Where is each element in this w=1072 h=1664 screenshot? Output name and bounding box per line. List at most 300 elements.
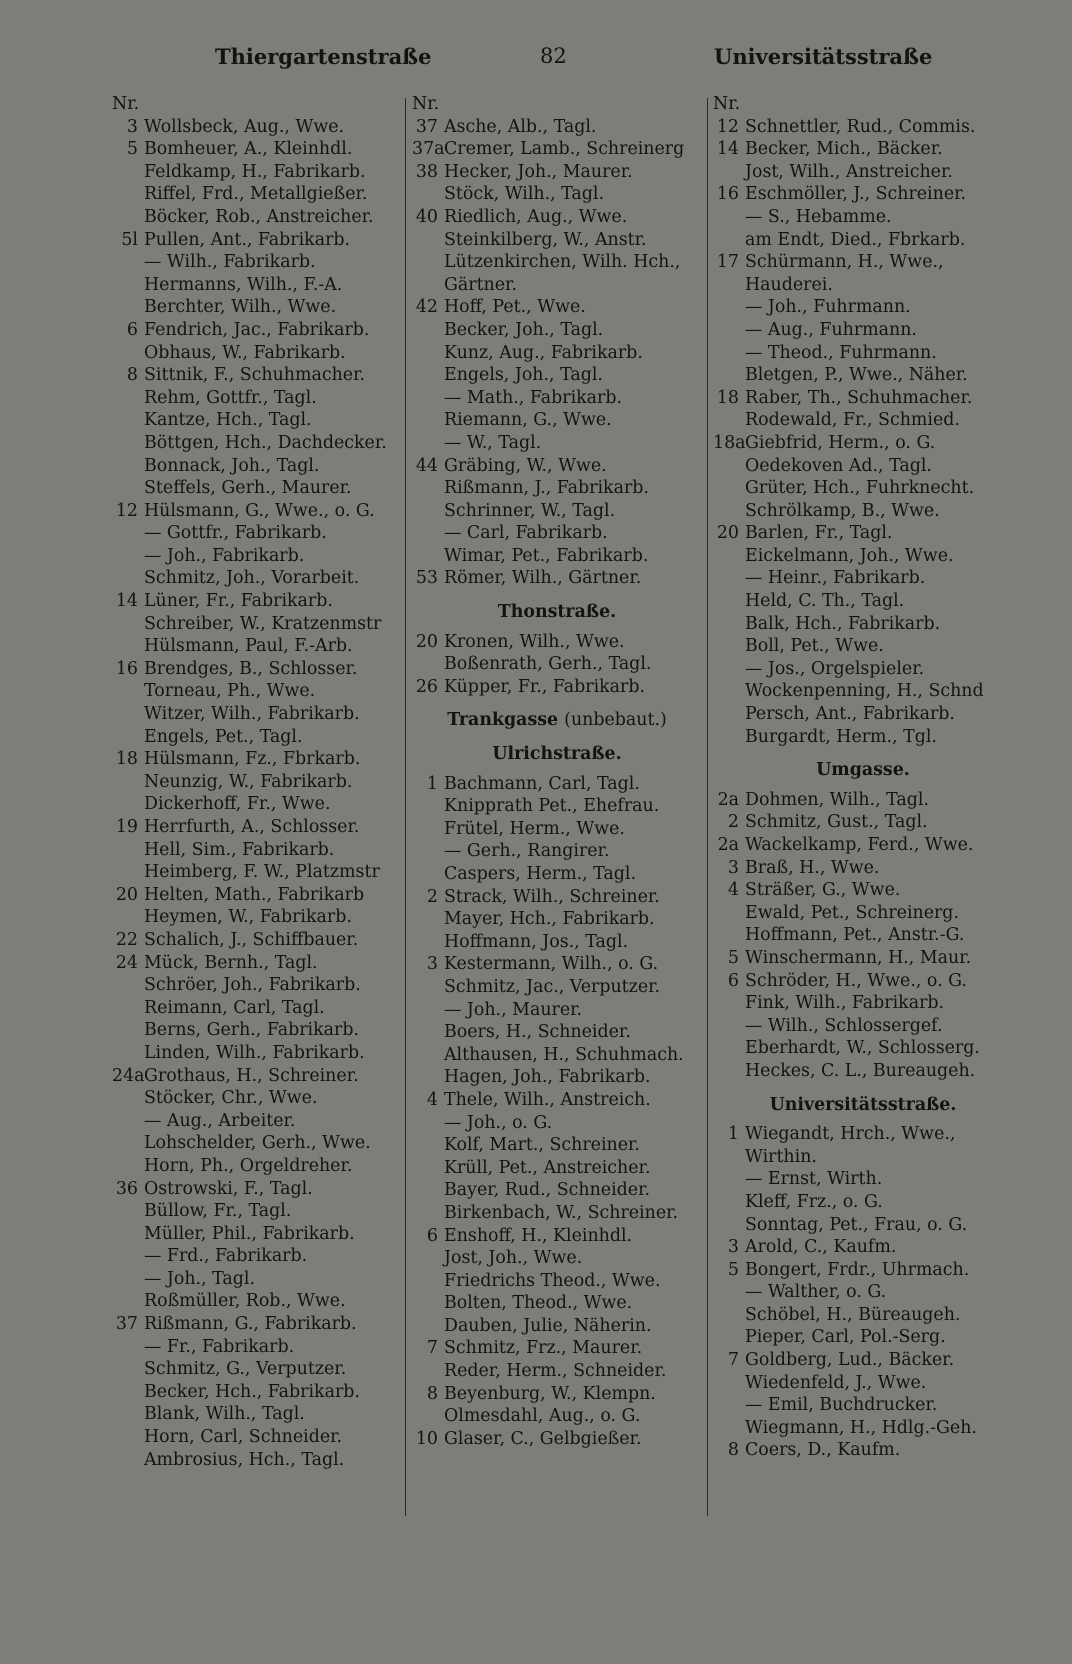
resident-text: Hülsmann, Fz., Fbrkarb. bbox=[144, 749, 361, 770]
resident-text: Asche, Alb., Tagl. bbox=[444, 116, 597, 137]
directory-entry bbox=[713, 455, 1013, 478]
house-number: 3 bbox=[727, 1237, 739, 1258]
resident-text: Jost, Joh., Wwe. bbox=[444, 1248, 583, 1269]
resident-text: Berchter, Wilh., Wwe. bbox=[144, 297, 337, 318]
resident-text: Bletgen, P., Wwe., Näher. bbox=[745, 365, 968, 386]
resident-text: Held, C. Th., Tagl. bbox=[745, 591, 905, 612]
directory-entry bbox=[112, 884, 412, 907]
resident-text: Rißmann, G., Fabrikarb. bbox=[144, 1314, 357, 1335]
resident-text: Becker, Joh., Tagl. bbox=[444, 319, 604, 340]
resident-text: Schrinner, W., Tagl. bbox=[444, 500, 616, 521]
resident-text: Hoff, Pet., Wwe. bbox=[444, 297, 586, 318]
resident-text: Riedlich, Aug., Wwe. bbox=[444, 206, 628, 227]
resident-text: Kestermann, Wilh., o. G. bbox=[444, 954, 659, 975]
directory-entry bbox=[713, 251, 1013, 274]
directory-entry bbox=[112, 680, 412, 703]
directory-entry bbox=[713, 319, 1013, 342]
directory-entry bbox=[713, 432, 1013, 455]
directory-entry bbox=[412, 1337, 702, 1360]
house-number: 6 bbox=[126, 319, 138, 340]
directory-entry bbox=[412, 387, 702, 410]
directory-entry bbox=[112, 1110, 412, 1133]
directory-entry bbox=[412, 886, 702, 909]
resident-text: Sittnik, F., Schuhmacher. bbox=[144, 365, 366, 386]
resident-text: Friedrichs Theod., Wwe. bbox=[444, 1270, 661, 1291]
directory-entry bbox=[412, 432, 702, 455]
directory-entry bbox=[412, 1066, 702, 1089]
directory-entry bbox=[713, 811, 1013, 834]
resident-text: Engels, Joh., Tagl. bbox=[444, 365, 603, 386]
directory-entry bbox=[112, 771, 412, 794]
house-number: 2a bbox=[717, 789, 739, 810]
directory-entry bbox=[112, 342, 412, 365]
resident-text: — Walther, o. G. bbox=[745, 1282, 887, 1303]
resident-text: Nr. bbox=[412, 94, 440, 114]
directory-entry bbox=[713, 1214, 1013, 1237]
directory-entry bbox=[412, 296, 702, 319]
directory-entry bbox=[112, 455, 412, 478]
resident-text: — Wilh., Schlossergef. bbox=[745, 1015, 943, 1036]
house-number: 22 bbox=[115, 929, 138, 950]
directory-entry bbox=[112, 929, 412, 952]
directory-entry bbox=[112, 364, 412, 387]
page-number: 82 bbox=[540, 44, 567, 68]
house-number: 20 bbox=[716, 523, 739, 544]
directory-entry bbox=[713, 1168, 1013, 1191]
directory-entry bbox=[112, 1223, 412, 1246]
directory-entry bbox=[412, 676, 702, 699]
directory-entry bbox=[713, 1146, 1013, 1169]
resident-text: Hülsmann, G., Wwe., o. G. bbox=[144, 500, 375, 521]
resident-text: Hagen, Joh., Fabrikarb. bbox=[444, 1067, 651, 1088]
directory-entry bbox=[412, 274, 702, 297]
resident-text: — Joh., Fabrikarb. bbox=[144, 545, 305, 566]
resident-text: Beyenburg, W., Klempn. bbox=[444, 1383, 656, 1404]
resident-text: Giebfrid, Herm., o. G. bbox=[745, 432, 936, 453]
directory-entry bbox=[713, 522, 1013, 545]
resident-text: Lüner, Fr., Fabrikarb. bbox=[144, 591, 333, 612]
directory-entry bbox=[713, 387, 1013, 410]
resident-text: Horn, Ph., Orgeldreher. bbox=[144, 1155, 353, 1176]
resident-text: Hoffmann, Jos., Tagl. bbox=[444, 931, 629, 952]
resident-text: Wollsbeck, Aug., Wwe. bbox=[144, 116, 345, 137]
directory-entry bbox=[112, 974, 412, 997]
house-number: 24 bbox=[115, 952, 138, 973]
house-number: 4 bbox=[426, 1089, 438, 1110]
resident-text: Bomheuer, A., Kleinhdl. bbox=[144, 139, 353, 160]
house-number: 2a bbox=[717, 835, 739, 855]
house-number: 36 bbox=[115, 1178, 138, 1199]
resident-text: Lützenkirchen, Wilh. Hch., bbox=[444, 252, 681, 273]
running-head-left: Thiergartenstraße bbox=[215, 44, 432, 69]
resident-text: Büllow, Fr., Tagl. bbox=[144, 1201, 292, 1222]
resident-text: Heckes, C. L., Bureaugeh. bbox=[745, 1060, 976, 1081]
column-nr-label bbox=[412, 93, 702, 116]
resident-text: Pieper, Carl, Pol.-Serg. bbox=[745, 1327, 946, 1348]
directory-entry bbox=[112, 477, 412, 500]
resident-text: Berns, Gerh., Fabrikarb. bbox=[144, 1020, 359, 1041]
column-nr-label bbox=[112, 93, 412, 116]
directory-entry bbox=[713, 834, 1013, 857]
resident-text: Barlen, Fr., Tagl. bbox=[745, 523, 893, 544]
directory-entry bbox=[412, 1270, 702, 1293]
directory-entry bbox=[713, 924, 1013, 947]
resident-text: Roßmüller, Rob., Wwe. bbox=[144, 1291, 346, 1312]
resident-text: Rodewald, Fr., Schmied. bbox=[745, 410, 960, 431]
column-nr-label bbox=[713, 93, 1013, 116]
directory-entry bbox=[112, 1245, 412, 1268]
directory-entry bbox=[112, 703, 412, 726]
resident-text: — Emil, Buchdrucker. bbox=[745, 1395, 938, 1416]
house-number: 2 bbox=[426, 886, 438, 907]
directory-entry bbox=[112, 206, 412, 229]
directory-entry bbox=[412, 138, 702, 161]
directory-entry bbox=[112, 952, 412, 975]
resident-text: Becker, Hch., Fabrikarb. bbox=[144, 1381, 360, 1402]
directory-entry bbox=[412, 1179, 702, 1202]
directory-entry bbox=[713, 902, 1013, 925]
house-number: 17 bbox=[716, 252, 739, 273]
directory-entry bbox=[112, 183, 412, 206]
resident-text: Bayer, Rud., Schneider. bbox=[444, 1180, 650, 1201]
house-number: 1 bbox=[727, 1124, 739, 1145]
directory-entry bbox=[713, 879, 1013, 902]
directory-entry bbox=[713, 635, 1013, 658]
resident-text: Heymen, W., Fabrikarb. bbox=[144, 907, 352, 928]
directory-entry bbox=[412, 1112, 702, 1135]
directory-entry bbox=[412, 319, 702, 342]
house-number: 5l bbox=[121, 229, 138, 250]
resident-text: Balk, Hch., Fabrikarb. bbox=[745, 613, 941, 634]
house-number: 53 bbox=[415, 568, 438, 589]
resident-text: Becker, Mich., Bäcker. bbox=[745, 139, 943, 160]
resident-text: Reder, Herm., Schneider. bbox=[444, 1361, 667, 1382]
house-number: 6 bbox=[727, 970, 739, 991]
directory-entry bbox=[412, 251, 702, 274]
directory-entry bbox=[713, 658, 1013, 681]
directory-entry bbox=[112, 906, 412, 929]
street-heading-text: Umgasse. bbox=[816, 760, 910, 781]
resident-text: Boers, H., Schneider. bbox=[444, 1022, 631, 1043]
house-number: 37a bbox=[412, 139, 445, 160]
house-number: 16 bbox=[716, 184, 739, 205]
directory-entry bbox=[412, 863, 702, 886]
street-heading-text: Trankgasse bbox=[447, 710, 559, 731]
resident-text: Grüter, Hch., Fuhrknecht. bbox=[745, 478, 975, 499]
resident-text: Engels, Pet., Tagl. bbox=[144, 726, 303, 747]
resident-text: Kunz, Aug., Fabrikarb. bbox=[444, 342, 643, 363]
resident-text: Eschmöller, J., Schreiner. bbox=[745, 184, 967, 205]
directory-entry bbox=[112, 387, 412, 410]
resident-text: Schmitz, Frz., Maurer. bbox=[444, 1338, 643, 1359]
resident-text: Sonntag, Pet., Frau, o. G. bbox=[745, 1214, 968, 1235]
directory-entry bbox=[412, 773, 702, 796]
directory-entry bbox=[112, 251, 412, 274]
directory-entry bbox=[112, 839, 412, 862]
directory-entry bbox=[412, 840, 702, 863]
directory-entry bbox=[112, 138, 412, 161]
directory-entry bbox=[412, 522, 702, 545]
resident-text: Schmitz, Gust., Tagl. bbox=[745, 812, 928, 833]
directory-entry bbox=[713, 183, 1013, 206]
resident-text: Torneau, Ph., Wwe. bbox=[144, 681, 316, 702]
directory-entry bbox=[412, 795, 702, 818]
house-number: 8 bbox=[727, 1440, 739, 1461]
resident-text: Küpper, Fr., Fabrikarb. bbox=[444, 676, 646, 697]
house-number: 7 bbox=[727, 1350, 739, 1371]
resident-text: Burgardt, Herm., Tgl. bbox=[745, 726, 937, 747]
resident-text: Wackelkamp, Ferd., Wwe. bbox=[745, 835, 974, 855]
resident-text: Böcker, Rob., Anstreicher. bbox=[144, 206, 374, 227]
directory-entry bbox=[112, 1065, 412, 1088]
directory-entry bbox=[412, 116, 702, 139]
directory-entry bbox=[112, 161, 412, 184]
resident-text: Wiegmann, H., Hdlg.-Geh. bbox=[745, 1417, 977, 1438]
resident-text: Kantze, Hch., Tagl. bbox=[144, 410, 312, 431]
resident-text: Schmitz, Jac., Verputzer. bbox=[444, 976, 661, 997]
house-number: 3 bbox=[426, 954, 438, 975]
directory-entry bbox=[112, 793, 412, 816]
resident-text: — Jos., Orgelspieler. bbox=[745, 658, 925, 679]
directory-entry bbox=[112, 500, 412, 523]
house-number: 12 bbox=[716, 116, 739, 137]
resident-text: — Carl, Fabrikarb. bbox=[444, 523, 608, 544]
house-number: 2 bbox=[727, 812, 739, 833]
directory-entry bbox=[713, 1060, 1013, 1083]
resident-text: am Endt, Died., Fbrkarb. bbox=[745, 229, 966, 250]
directory-entry bbox=[112, 1358, 412, 1381]
running-head-right: Universitätsstraße bbox=[714, 44, 933, 69]
house-number: 26 bbox=[415, 676, 438, 697]
resident-text: Helten, Math., Fabrikarb bbox=[144, 884, 365, 905]
resident-text: Reimann, Carl, Tagl. bbox=[144, 997, 325, 1018]
directory-column-1 bbox=[112, 93, 412, 1471]
directory-entry bbox=[412, 818, 702, 841]
resident-text: Hülsmann, Paul, F.-Arb. bbox=[144, 636, 353, 657]
resident-text: Bachmann, Carl, Tagl. bbox=[444, 773, 640, 794]
resident-text: Goldberg, Lud., Bäcker. bbox=[745, 1350, 955, 1371]
directory-entry bbox=[112, 635, 412, 658]
directory-entry bbox=[112, 432, 412, 455]
resident-text: Boßenrath, Gerh., Tagl. bbox=[444, 654, 652, 675]
resident-text: Schröder, H., Wwe., o. G. bbox=[745, 970, 967, 991]
house-number: 38 bbox=[415, 161, 438, 182]
resident-text: — Joh., Fuhrmann. bbox=[745, 297, 911, 318]
directory-entry bbox=[713, 1372, 1013, 1395]
resident-text: Böttgen, Hch., Dachdecker. bbox=[144, 432, 387, 453]
house-number: 42 bbox=[415, 297, 438, 318]
directory-entry bbox=[112, 1087, 412, 1110]
directory-entry bbox=[412, 1315, 702, 1338]
directory-entry bbox=[412, 1292, 702, 1315]
directory-entry bbox=[713, 296, 1013, 319]
resident-text: Hauderei. bbox=[745, 274, 833, 295]
resident-text: Linden, Wilh., Fabrikarb. bbox=[144, 1042, 365, 1063]
directory-entry bbox=[112, 726, 412, 749]
resident-text: Schrölkamp, B., Wwe. bbox=[745, 500, 940, 521]
resident-text: Hoffmann, Pet., Anstr.-G. bbox=[745, 925, 965, 946]
resident-text: Schmitz, Joh., Vorarbeit. bbox=[144, 568, 360, 589]
street-heading bbox=[713, 1094, 1013, 1117]
resident-text: Müller, Phil., Fabrikarb. bbox=[144, 1223, 355, 1244]
resident-text: Wockenpenning, H., Schnd bbox=[745, 681, 984, 702]
house-number: 12 bbox=[115, 500, 138, 521]
resident-text: — Theod., Fuhrmann. bbox=[745, 342, 937, 363]
directory-entry bbox=[112, 861, 412, 884]
directory-entry bbox=[713, 680, 1013, 703]
directory-entry bbox=[112, 409, 412, 432]
directory-entry bbox=[112, 1403, 412, 1426]
street-heading-text: Thonstraße. bbox=[497, 602, 617, 623]
resident-text: Bongert, Frdr., Uhrmach. bbox=[745, 1259, 970, 1280]
resident-text: Feldkamp, H., Fabrikarb. bbox=[144, 161, 366, 182]
street-heading bbox=[412, 601, 702, 624]
directory-entry bbox=[412, 1383, 702, 1406]
resident-text: Stöck, Wilh., Tagl. bbox=[444, 184, 605, 205]
house-number: 19 bbox=[115, 817, 138, 837]
directory-entry bbox=[713, 409, 1013, 432]
directory-entry bbox=[713, 342, 1013, 365]
resident-text: Nr. bbox=[713, 94, 741, 114]
resident-text: Schnettler, Rud., Commis. bbox=[745, 116, 976, 137]
directory-entry bbox=[713, 613, 1013, 636]
resident-text: — Gerh., Rangirer. bbox=[444, 841, 610, 862]
resident-text: Witzer, Wilh., Fabrikarb. bbox=[144, 704, 360, 725]
directory-entry bbox=[713, 1439, 1013, 1462]
directory-entry bbox=[412, 1089, 702, 1112]
column-rule-2 bbox=[707, 98, 708, 1516]
directory-entry bbox=[713, 567, 1013, 590]
directory-entry bbox=[713, 1123, 1013, 1146]
resident-text: Bonnack, Joh., Tagl. bbox=[144, 455, 320, 476]
directory-entry bbox=[112, 274, 412, 297]
resident-text: Rißmann, J., Fabrikarb. bbox=[444, 478, 649, 499]
resident-text: Olmesdahl, Aug., o. G. bbox=[444, 1406, 641, 1427]
resident-text: — Gottfr., Fabrikarb. bbox=[144, 523, 327, 544]
street-heading bbox=[412, 743, 702, 766]
resident-text: Ostrowski, F., Tagl. bbox=[144, 1178, 313, 1199]
directory-entry bbox=[412, 229, 702, 252]
resident-text: Steinkilberg, W., Anstr. bbox=[444, 229, 647, 250]
house-number: 37 bbox=[115, 1314, 138, 1335]
resident-text: Ewald, Pet., Schreinerg. bbox=[745, 902, 959, 923]
resident-text: Thele, Wilh., Anstreich. bbox=[444, 1089, 651, 1110]
resident-text: Jost, Wilh., Anstreicher. bbox=[745, 161, 953, 182]
resident-text: Nr. bbox=[112, 94, 140, 114]
resident-text: Caspers, Herm., Tagl. bbox=[444, 864, 637, 884]
resident-text: Strack, Wilh., Schreiner. bbox=[444, 886, 660, 907]
directory-entry bbox=[713, 1236, 1013, 1259]
directory-entry bbox=[412, 653, 702, 676]
directory-entry bbox=[713, 1191, 1013, 1214]
resident-text: Hell, Sim., Fabrikarb. bbox=[144, 839, 335, 860]
resident-text: Arold, C., Kaufm. bbox=[745, 1237, 897, 1258]
resident-text: Hecker, Joh., Maurer. bbox=[444, 161, 633, 182]
house-number: 18 bbox=[716, 387, 739, 408]
directory-entry bbox=[112, 545, 412, 568]
resident-text: Römer, Wilh., Gärtner. bbox=[444, 568, 642, 589]
directory-entry bbox=[713, 138, 1013, 161]
resident-text: Kronen, Wilh., Wwe. bbox=[444, 631, 625, 652]
house-number: 6 bbox=[426, 1225, 438, 1246]
directory-entry bbox=[412, 908, 702, 931]
resident-text: — Aug., Arbeiter. bbox=[144, 1110, 296, 1131]
directory-entry bbox=[412, 364, 702, 387]
resident-text: Wirthin. bbox=[745, 1146, 817, 1167]
resident-text: Fendrich, Jac., Fabrikarb. bbox=[144, 319, 370, 340]
resident-text: Stöcker, Chr., Wwe. bbox=[144, 1088, 318, 1109]
resident-text: Kolf, Mart., Schreiner. bbox=[444, 1135, 640, 1156]
directory-entry bbox=[713, 1304, 1013, 1327]
house-number: 18 bbox=[115, 749, 138, 770]
directory-entry bbox=[112, 748, 412, 771]
resident-text: Schöbel, H., Büreaugeh. bbox=[745, 1304, 961, 1325]
house-number: 3 bbox=[727, 857, 739, 878]
directory-entry bbox=[112, 1381, 412, 1404]
resident-text: Coers, D., Kaufm. bbox=[745, 1440, 901, 1461]
directory-entry bbox=[112, 1178, 412, 1201]
directory-entry bbox=[412, 631, 702, 654]
directory-entry bbox=[112, 116, 412, 139]
house-number: 37 bbox=[415, 116, 438, 137]
resident-text: Schürmann, H., Wwe., bbox=[745, 252, 944, 273]
resident-text: Schreiber, W., Kratzenmstr bbox=[144, 613, 382, 634]
directory-entry bbox=[713, 161, 1013, 184]
house-number: 5 bbox=[727, 947, 739, 968]
directory-entry bbox=[112, 1336, 412, 1359]
directory-entry bbox=[713, 477, 1013, 500]
directory-entry bbox=[112, 522, 412, 545]
resident-text: Braß, H., Wwe. bbox=[745, 857, 880, 878]
street-heading-note: (unbebaut.) bbox=[564, 710, 667, 731]
directory-entry bbox=[412, 477, 702, 500]
resident-text: Riemann, G., Wwe. bbox=[444, 410, 612, 431]
directory-entry bbox=[412, 1044, 702, 1067]
directory-entry bbox=[713, 1394, 1013, 1417]
resident-text: — Ernst, Wirth. bbox=[745, 1169, 883, 1190]
resident-text: Eberhardt, W., Schlosserg. bbox=[745, 1038, 980, 1059]
resident-text: — Math., Fabrikarb. bbox=[444, 387, 623, 408]
resident-text: Fink, Wilh., Fabrikarb. bbox=[745, 993, 945, 1014]
resident-text: Frütel, Herm., Wwe. bbox=[444, 818, 625, 839]
directory-entry bbox=[713, 947, 1013, 970]
resident-text: — S., Hebamme. bbox=[745, 206, 892, 227]
directory-entry bbox=[412, 1202, 702, 1225]
directory-entry bbox=[412, 567, 702, 590]
directory-entry bbox=[112, 1426, 412, 1449]
directory-entry bbox=[713, 1259, 1013, 1282]
resident-text: Heimberg, F. W., Platzmstr bbox=[144, 862, 380, 883]
resident-text: Bolten, Theod., Wwe. bbox=[444, 1293, 633, 1314]
house-number: 10 bbox=[415, 1428, 438, 1449]
resident-text: — Aug., Fuhrmann. bbox=[745, 319, 917, 340]
resident-text: Althausen, H., Schuhmach. bbox=[444, 1044, 684, 1065]
directory-entry bbox=[112, 319, 412, 342]
directory-entry bbox=[112, 1200, 412, 1223]
directory-entry bbox=[713, 1281, 1013, 1304]
directory-entry bbox=[112, 1155, 412, 1178]
directory-entry bbox=[412, 161, 702, 184]
resident-text: Boll, Pet., Wwe. bbox=[745, 636, 884, 657]
street-heading bbox=[713, 759, 1013, 782]
resident-text: — W., Tagl. bbox=[444, 432, 542, 453]
house-number: 5 bbox=[126, 139, 138, 160]
resident-text: Oedekoven Ad., Tagl. bbox=[745, 455, 932, 476]
resident-text: — Joh., Maurer. bbox=[444, 999, 583, 1020]
resident-text: Grothaus, H., Schreiner. bbox=[144, 1065, 359, 1086]
resident-text: Kleff, Frz., o. G. bbox=[745, 1191, 883, 1212]
resident-text: Wiedenfeld, J., Wwe. bbox=[745, 1372, 927, 1393]
